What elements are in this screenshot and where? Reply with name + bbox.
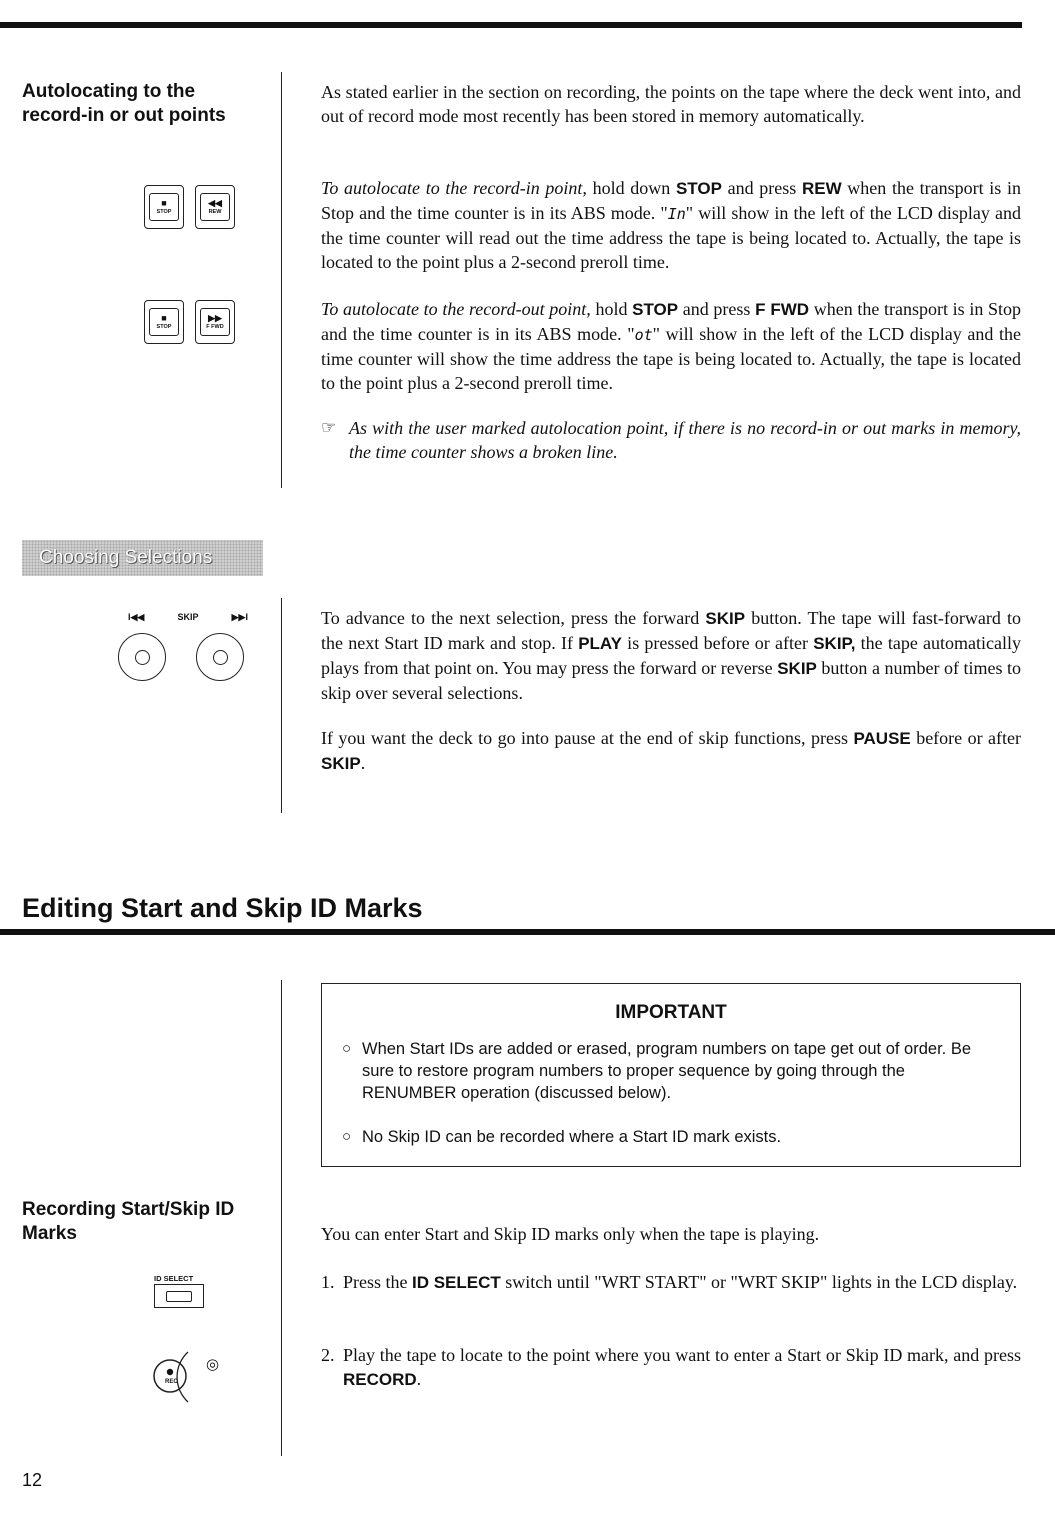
ffwd-key-label: F FWD bbox=[206, 323, 224, 330]
important-title: IMPORTANT bbox=[615, 1002, 727, 1023]
pointing-hand-icon: ☞ bbox=[321, 418, 337, 437]
stop-key-label: STOP bbox=[156, 323, 172, 330]
record-out-paragraph bbox=[321, 297, 1021, 395]
important-item bbox=[342, 1126, 1002, 1148]
bold-key-name: ID SELECT bbox=[412, 1273, 501, 1292]
autolocate-intro-paragraph: As stated earlier in the section on recording, the points on the tape where the deck went into, and out of record mode most recently has been stored in memory automatically. bbox=[321, 82, 1021, 126]
button-ring-icon bbox=[135, 650, 150, 665]
bold-key-name: PAUSE bbox=[853, 729, 911, 748]
step-text bbox=[343, 1270, 1017, 1295]
section-heading: Editing Start and Skip ID Marks bbox=[22, 893, 423, 923]
id-select-switch[interactable] bbox=[154, 1284, 204, 1308]
column-divider bbox=[281, 980, 282, 1456]
text-run: Press the bbox=[343, 1272, 412, 1292]
stop-key[interactable] bbox=[144, 185, 184, 229]
stop-key-label: STOP bbox=[156, 208, 172, 215]
stop-key[interactable] bbox=[144, 300, 184, 344]
step-number: 2. bbox=[321, 1345, 335, 1365]
text-run: To advance to the next selection, press the forward bbox=[321, 608, 706, 628]
recording-id-side-heading bbox=[22, 1198, 234, 1246]
bold-key-name: STOP bbox=[632, 300, 679, 319]
note-text: As with the user marked autolocation point, if there is no record-in or out marks in memory, the time counter shows a broken line. bbox=[349, 418, 1021, 462]
autolocate-side-heading bbox=[22, 80, 226, 128]
text-run: when the transport is in Stop and the time counter is in its ABS mode. " bbox=[321, 299, 1021, 344]
page-number: 12 bbox=[22, 1470, 43, 1490]
side-heading-line: record-in or out points bbox=[22, 105, 226, 126]
column-divider bbox=[281, 72, 282, 488]
text-run: and press bbox=[678, 299, 756, 319]
record-in-paragraph bbox=[321, 176, 1021, 274]
column-divider bbox=[281, 598, 282, 813]
lcd-indicator: ot bbox=[634, 326, 653, 344]
stop-icon: ■ bbox=[161, 197, 167, 208]
bold-key-name: SKIP, bbox=[813, 634, 856, 653]
skip-labels bbox=[128, 612, 248, 623]
text-run: before or after bbox=[910, 728, 1021, 748]
text-run: . bbox=[416, 1369, 422, 1389]
skip-reverse-button[interactable] bbox=[118, 633, 166, 681]
bold-key-name: F FWD bbox=[755, 300, 810, 319]
ffwd-key[interactable] bbox=[195, 300, 235, 344]
text-run: and press bbox=[721, 178, 802, 198]
stop-icon: ■ bbox=[161, 312, 167, 323]
skip-label: SKIP bbox=[177, 612, 199, 622]
side-heading-line: Marks bbox=[22, 1223, 77, 1244]
bold-key-name: RECORD bbox=[343, 1370, 417, 1389]
skip-forward-icon: ▶▶I bbox=[231, 612, 248, 622]
bold-key-name: REW bbox=[801, 179, 842, 198]
step-text bbox=[343, 1343, 1021, 1392]
id-intro-paragraph: You can enter Start and Skip ID marks only when the tape is playing. bbox=[321, 1224, 820, 1244]
side-heading-line: Autolocating to the bbox=[22, 81, 196, 102]
top-rule bbox=[0, 22, 1022, 28]
banner-title: Choosing Selections bbox=[39, 547, 213, 568]
important-item-text: When Start IDs are added or erased, program numbers on tape get out of order. Be sure to restore program numbers to proper sequence by going through the RENUMBER operation (discussed below). bbox=[362, 1040, 972, 1102]
important-box bbox=[321, 983, 1021, 1167]
italic-lead: To autolocate to the record-in point, bbox=[321, 178, 587, 198]
side-heading-line: Recording Start/Skip ID bbox=[22, 1199, 235, 1220]
text-run: hold bbox=[590, 299, 633, 319]
rew-key[interactable] bbox=[195, 185, 235, 229]
rewind-icon: ◀◀ bbox=[208, 197, 222, 208]
skip-back-icon: I◀◀ bbox=[128, 612, 145, 622]
bold-key-name: SKIP bbox=[705, 609, 746, 628]
important-item bbox=[342, 1038, 1002, 1104]
button-ring-icon bbox=[213, 650, 228, 665]
italic-lead: To autolocate to the record-out point, bbox=[321, 299, 591, 319]
note bbox=[321, 416, 1021, 464]
skip-paragraph bbox=[321, 606, 1021, 705]
text-run: " will show in the left of the LCD display and the time counter will show the time address the tape is being located to. Actually, the tape is located to the point plus a 2-second preroll time. bbox=[321, 324, 1021, 393]
bullet-icon: ○ bbox=[342, 1128, 352, 1145]
bold-key-name: PLAY bbox=[578, 634, 622, 653]
id-select-label: ID SELECT bbox=[154, 1274, 194, 1283]
bullet-icon: ○ bbox=[342, 1040, 352, 1057]
text-run: button a number of times to skip over several selections. bbox=[321, 658, 1022, 703]
text-run: hold down bbox=[586, 178, 676, 198]
rec-led-icon: ◎ bbox=[206, 1357, 220, 1373]
skip-forward-button[interactable] bbox=[196, 633, 244, 681]
fast-forward-icon: ▶▶ bbox=[208, 312, 222, 323]
text-run: button. The tape will fast-forward to the next Start ID mark and stop. If bbox=[321, 608, 1021, 653]
rew-key-label: REW bbox=[208, 208, 222, 215]
text-run: switch until "WRT START" or "WRT SKIP" lights in the LCD display. bbox=[500, 1272, 1018, 1292]
text-run: If you want the deck to go into pause at the end of skip functions, press bbox=[321, 728, 854, 748]
step-number: 1. bbox=[321, 1272, 335, 1292]
text-run: " will show in the left of the LCD display and the time counter will read out the time address the tape is being located to. Actually, the tape is located to the point plus a 2-second preroll time. bbox=[321, 203, 1021, 272]
text-run: . bbox=[360, 753, 366, 773]
bold-key-name: SKIP bbox=[777, 659, 817, 678]
text-run: when the transport is in Stop and the time counter is in its ABS mode. " bbox=[321, 178, 1021, 223]
rec-label: REC bbox=[165, 1379, 178, 1385]
lcd-indicator: In bbox=[667, 205, 686, 223]
important-item-text: No Skip ID can be recorded where a Start ID mark exists. bbox=[362, 1128, 782, 1146]
section-rule bbox=[0, 929, 1055, 935]
step-2 bbox=[321, 1343, 1021, 1392]
bold-key-name: STOP bbox=[675, 179, 722, 198]
choosing-selections-banner bbox=[22, 540, 263, 576]
switch-icon bbox=[166, 1291, 192, 1302]
pause-paragraph bbox=[321, 726, 1021, 776]
step-1 bbox=[321, 1270, 1021, 1295]
text-run: the tape automatically plays from that point on. You may press the forward or reverse bbox=[321, 633, 1022, 678]
text-run: Play the tape to locate to the point where you want to enter a Start or Skip ID mark, and press bbox=[343, 1345, 1021, 1365]
text-run: is pressed before or after bbox=[621, 633, 814, 653]
bold-key-name: SKIP bbox=[321, 754, 361, 773]
